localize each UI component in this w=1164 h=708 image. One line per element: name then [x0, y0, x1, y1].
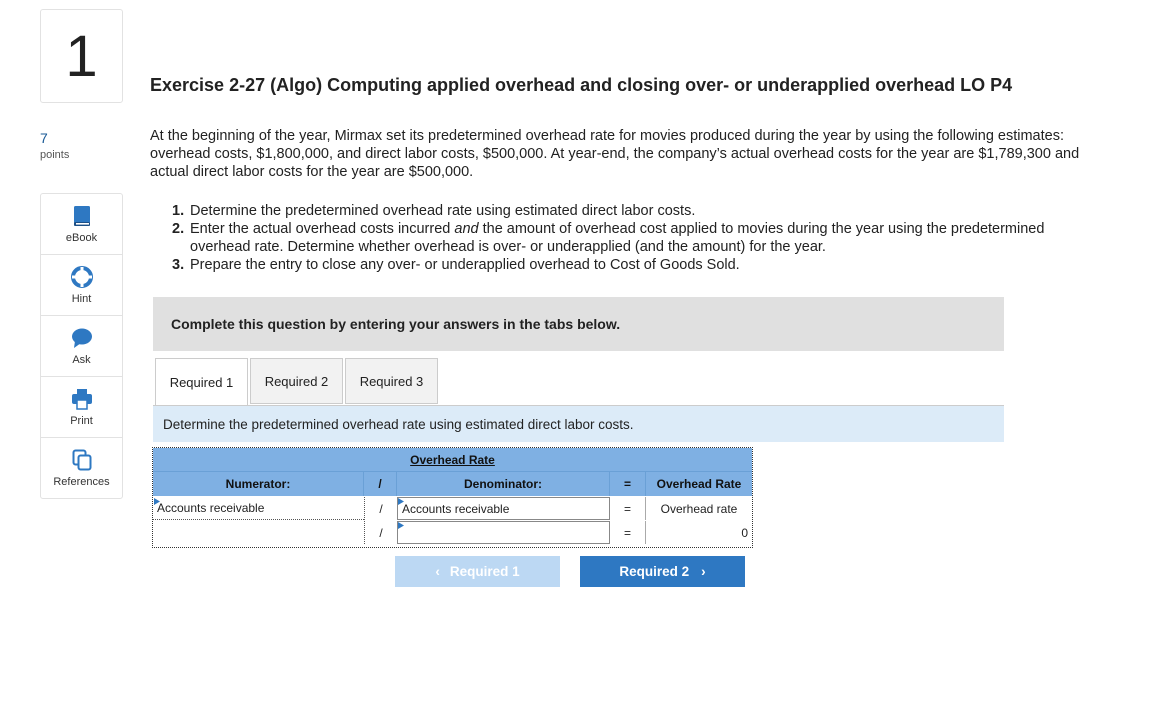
points-box	[40, 130, 69, 161]
numerator-input[interactable]	[153, 521, 364, 544]
denominator-input[interactable]	[397, 521, 610, 544]
equals-sign: =	[610, 497, 646, 520]
tab-required-1[interactable]: Required 1	[155, 358, 248, 406]
points-value: 7	[40, 130, 48, 146]
result-header: Overhead Rate	[646, 472, 752, 496]
ebook-label: eBook	[65, 231, 98, 244]
problem-intro: At the beginning of the year, Mirmax set its predetermined overhead rate for movies produced during the year by using the following estimates: overhead costs, $1,800,000, and direct labor costs, $500,000. At year-end, the company’s actual overhead costs for the year are $1,789,300 and actual direct labor costs for the year are $500,000.	[150, 128, 1080, 180]
instruction-bar	[153, 406, 1004, 442]
numerator-header: Numerator:	[153, 472, 364, 496]
requirement-number: 3.	[172, 257, 185, 273]
divide-sign: /	[364, 497, 397, 520]
prev-required-button[interactable]	[395, 556, 560, 587]
tool-panel	[40, 193, 123, 499]
requirement-number: 2.	[172, 221, 185, 237]
select-marker-icon	[398, 498, 404, 505]
points-label: points	[40, 149, 70, 161]
exercise-title: Exercise 2-27 (Algo) Computing applied overhead and closing over- or underapplied overhead LO P4	[150, 75, 1013, 95]
hint-button[interactable]	[41, 255, 122, 316]
complete-banner-text: Complete this question by entering your answers in the tabs below.	[171, 316, 621, 332]
next-required-label: Required 2	[619, 564, 690, 579]
result-label: Overhead rate	[660, 501, 738, 516]
requirement-text-cont: the amount of overhead cost applied to movies during the year using the predetermined overhead rate. Determine whether overhead is over- or underapplied (and the amount) for the year.	[190, 221, 1045, 255]
overhead-rate-table	[152, 447, 753, 548]
numerator-select[interactable]: Accounts receivable	[153, 497, 364, 520]
next-required-button[interactable]	[580, 556, 745, 587]
denominator-select[interactable]: Accounts receivable	[397, 497, 610, 520]
instruction-text: Determine the predetermined overhead rate using estimated direct labor costs.	[163, 416, 634, 432]
question-number: 1	[40, 9, 123, 103]
requirement-item	[172, 220, 1052, 256]
requirement-text: Determine the predetermined overhead rate using estimated direct labor costs.	[190, 203, 696, 219]
ask-button[interactable]	[41, 316, 122, 377]
requirement-number: 1.	[172, 203, 185, 219]
tab-required-2[interactable]: Required 2	[250, 358, 343, 404]
chevron-right-icon: ›	[701, 564, 706, 579]
equals-sign: =	[610, 521, 646, 544]
ask-label: Ask	[72, 353, 91, 366]
overhead-rate-value: 0	[741, 525, 748, 540]
divide-header: /	[364, 472, 397, 496]
requirement-item	[172, 256, 1052, 274]
printer-icon	[71, 388, 93, 410]
print-label: Print	[70, 414, 93, 427]
denominator-header: Denominator:	[397, 472, 610, 496]
chat-bubble-icon	[71, 327, 93, 349]
references-label: References	[53, 475, 110, 488]
prev-required-label: Required 1	[449, 564, 520, 579]
chevron-left-icon: ‹	[435, 564, 440, 579]
references-button[interactable]	[41, 438, 122, 498]
lifebuoy-icon	[71, 266, 93, 288]
requirement-emphasis: and	[454, 221, 479, 237]
ebook-button[interactable]	[41, 194, 122, 255]
select-marker-icon	[398, 522, 404, 529]
hint-label: Hint	[71, 292, 92, 305]
equals-header: =	[610, 472, 646, 496]
print-button[interactable]	[41, 377, 122, 438]
requirement-text: Enter the actual overhead costs incurred	[190, 221, 455, 237]
book-icon	[72, 205, 92, 227]
select-marker-icon	[154, 498, 160, 505]
complete-banner	[153, 297, 1004, 351]
requirement-text: Prepare the entry to close any over- or underapplied overhead to Cost of Goods Sold.	[190, 257, 740, 273]
tab-required-3[interactable]: Required 3	[345, 358, 438, 404]
divide-sign: /	[364, 521, 397, 544]
requirement-item	[172, 202, 1052, 220]
table-caption: Overhead Rate	[153, 448, 752, 472]
requirements-list	[172, 202, 1052, 274]
copy-pages-icon	[72, 449, 92, 471]
